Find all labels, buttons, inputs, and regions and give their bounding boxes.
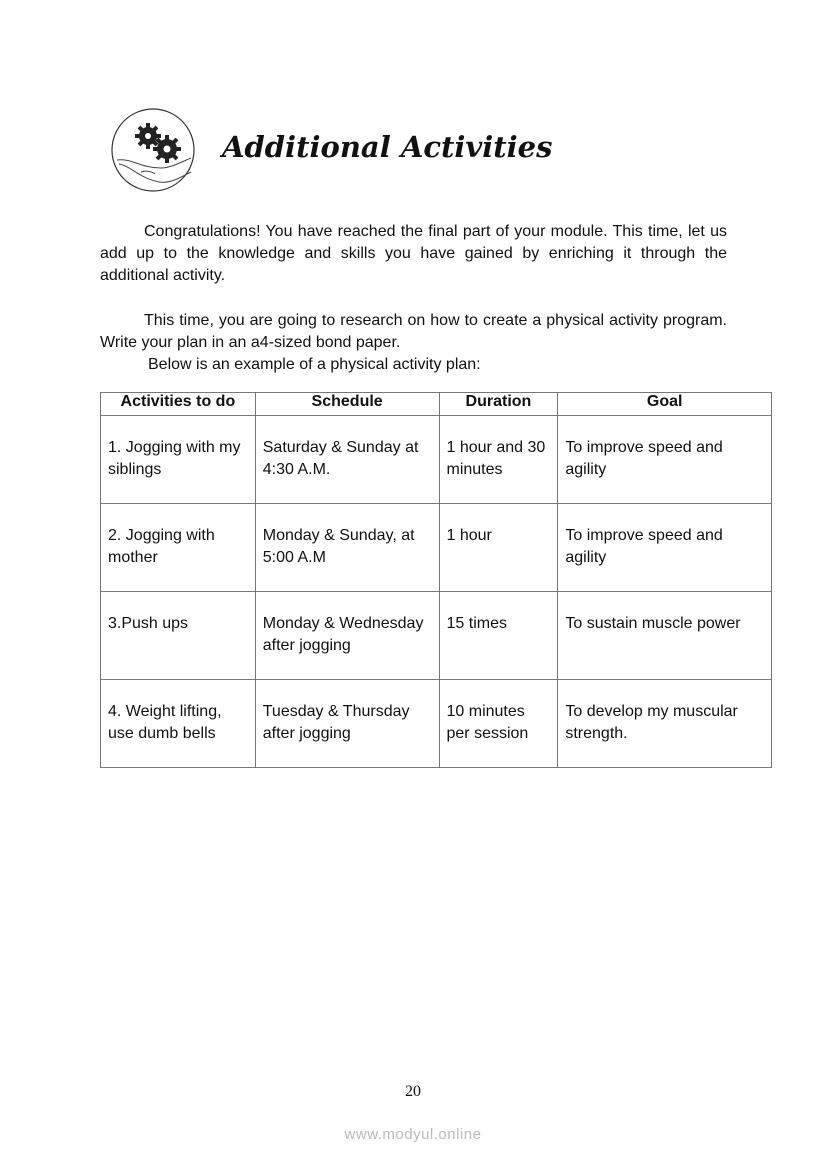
table-cell: To improve speed and agility (558, 416, 772, 504)
table-cell: 10 minutes per session (439, 680, 558, 768)
section-title: Additional Activities (222, 130, 553, 164)
table-row (101, 416, 772, 504)
table-row (101, 504, 772, 592)
activity-plan-table (100, 392, 772, 768)
table-cell: Monday & Wednesday after jogging (255, 592, 439, 680)
table-cell: 2. Jogging with mother (101, 504, 256, 592)
intro-text: Congratulations! You have reached the final part of your module. This time, let us add up to the knowledge and skills you have gained by enriching it through the additional activity. (100, 223, 727, 284)
table-cell: To improve speed and agility (558, 504, 772, 592)
table-cell: 3.Push ups (101, 592, 256, 680)
table-cell: Tuesday & Thursday after jogging (255, 680, 439, 768)
table-cell: To sustain muscle power (558, 592, 772, 680)
table-cell: To develop my muscular strength. (558, 680, 772, 768)
watermark: www.modyul.online (344, 1126, 482, 1143)
table-cell: Saturday & Sunday at 4:30 A.M. (255, 416, 439, 504)
gears-in-hand-icon (111, 106, 195, 194)
column-header: Schedule (255, 393, 439, 416)
instruction-text: This time, you are going to research on how to create a physical activity program. Write your plan in an a4-sized bond paper. (100, 312, 727, 351)
table-cell: 1. Jogging with my siblings (101, 416, 256, 504)
table-row (101, 592, 772, 680)
intro-paragraph (100, 221, 727, 287)
table-cell: 1 hour and 30 minutes (439, 416, 558, 504)
column-header: Goal (558, 393, 772, 416)
table-header-row (101, 393, 772, 416)
column-header: Duration (439, 393, 558, 416)
example-label: Below is an example of a physical activity plan: (148, 356, 481, 373)
page-number: 20 (405, 1083, 421, 1100)
instruction-paragraph (100, 310, 727, 354)
table-cell: 4. Weight lifting, use dumb bells (101, 680, 256, 768)
table-cell: 15 times (439, 592, 558, 680)
table-cell: 1 hour (439, 504, 558, 592)
table-cell: Monday & Sunday, at 5:00 A.M (255, 504, 439, 592)
table-row (101, 680, 772, 768)
column-header: Activities to do (101, 393, 256, 416)
